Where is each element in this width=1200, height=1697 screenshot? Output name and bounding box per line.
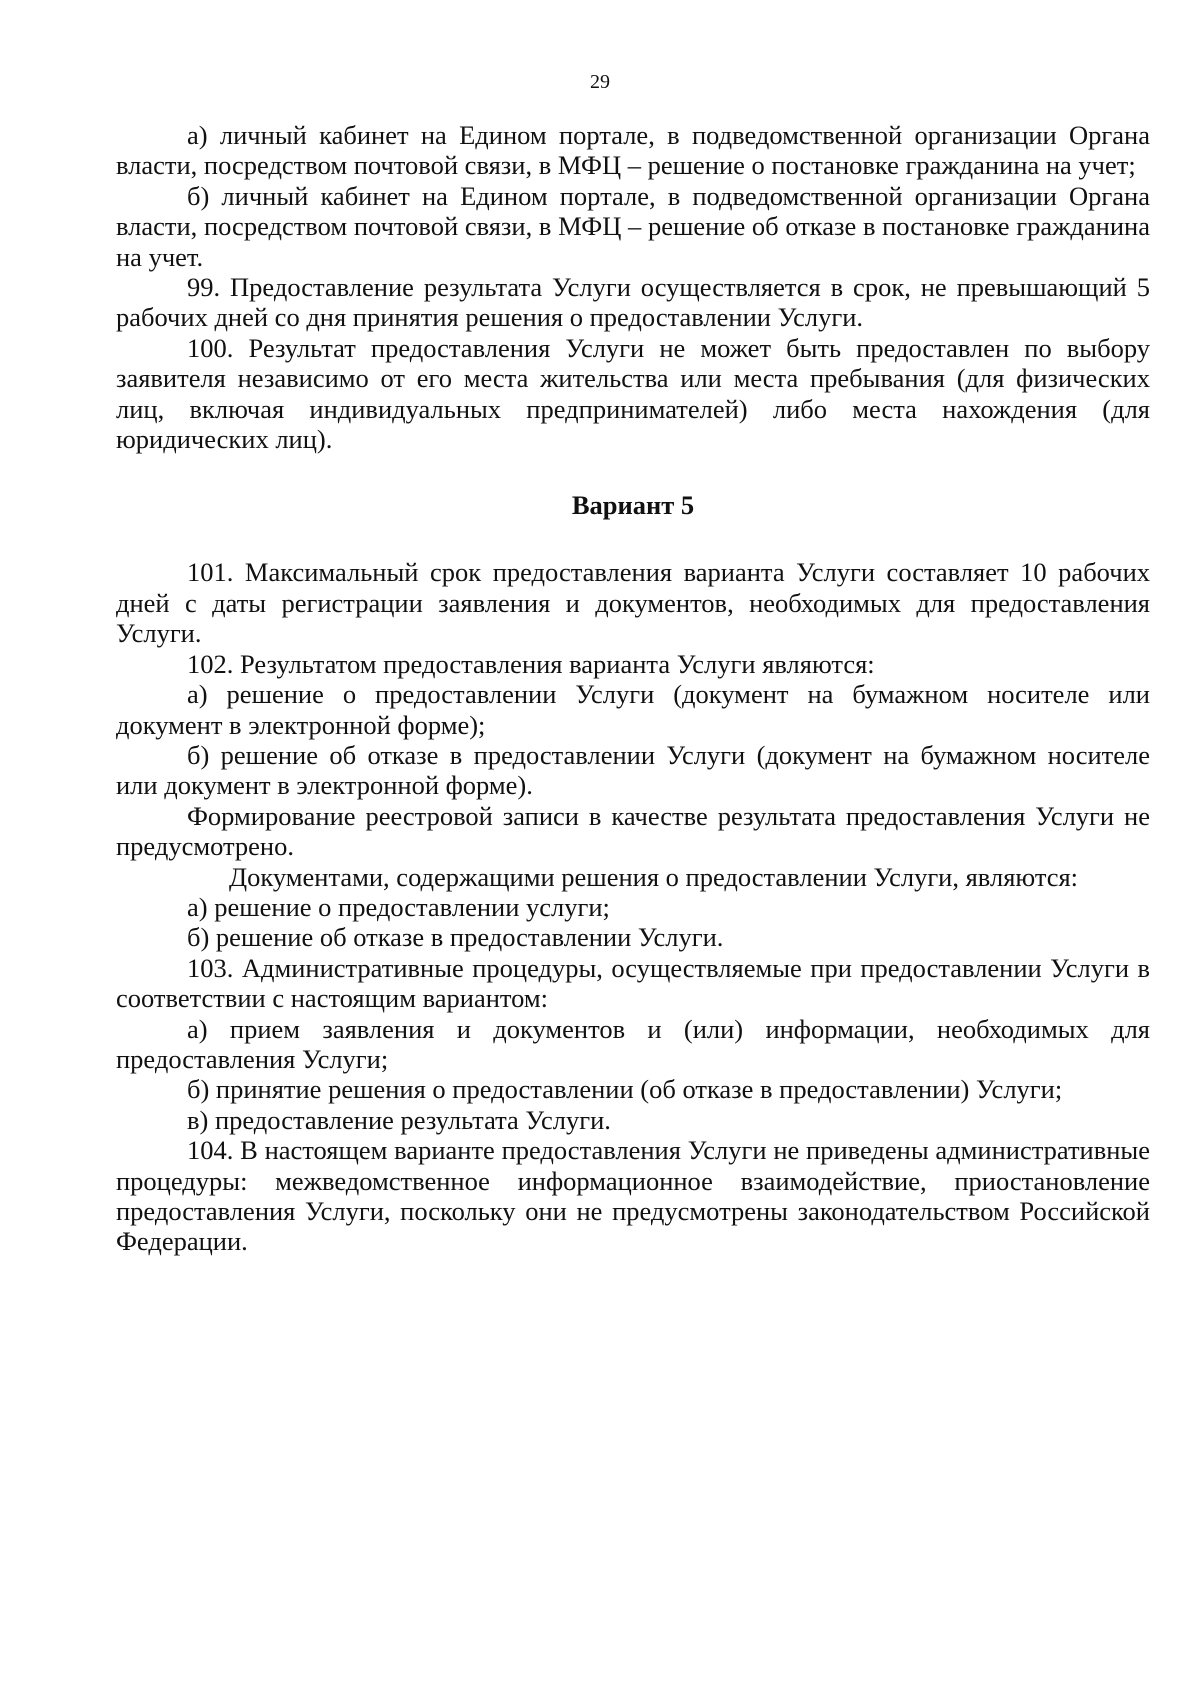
paragraph-103: 103. Административные процедуры, осуществляемые при предоставлении Услуги в соответствии с настоящим вариантом: (116, 952, 1150, 1014)
paragraph-102-b: б) решение об отказе в предоставлении Услуги (документ на бумажном носителе или документ в электронной форме). (116, 739, 1150, 801)
paragraph-102-a: а) решение о предоставлении Услуги (документ на бумажном носителе или документ в электронной форме); (116, 679, 1150, 740)
paragraph-registry-note: Формирование реестровой записи в качестве результата предоставления Услуги не предусмотрено. (116, 800, 1150, 862)
paragraph-103-b: б) принятие решения о предоставлении (об отказе в предоставлении) Услуги; (187, 1074, 1063, 1105)
document-body (116, 120, 1150, 1257)
paragraph-documents-b: б) решение об отказе в предоставлении Услуги. (187, 922, 724, 953)
paragraph-b-refusal: б) личный кабинет на Едином портале, в подведомственной организации Органа власти, посредством почтовой связи, в МФЦ – решение об отказе в постановке гражданина на учет. (116, 180, 1150, 272)
paragraph-101: 101. Максимальный срок предоставления варианта Услуги составляет 10 рабочих дней с даты регистрации заявления и документов, необходимых для предоставления Услуги. (116, 557, 1150, 649)
paragraph-104: 104. В настоящем варианте предоставления Услуги не приведены административные процедуры: межведомственное информационное взаимодействие, приостановление предоставления Услуги, поскольку они не предусмотрены законодательством Российской Федерации. (116, 1135, 1150, 1257)
section-heading: Вариант 5 (571, 490, 695, 521)
paragraph-102: 102. Результатом предоставления варианта Услуги являются: (187, 648, 875, 679)
page-number: 29 (590, 71, 610, 93)
paragraph-documents-a: а) решение о предоставлении услуги; (187, 891, 610, 922)
paragraph-103-a: а) прием заявления и документов и (или) информации, необходимых для предоставления Услуги; (116, 1013, 1150, 1074)
paragraph-a-registration: а) личный кабинет на Едином портале, в подведомственной организации Органа власти, посредством почтовой связи, в МФЦ – решение о постановке гражданина на учет; (116, 120, 1150, 181)
paragraph-100: 100. Результат предоставления Услуги не может быть предоставлен по выбору заявителя независимо от его места жительства или места пребывания (для физических лиц, включая индивидуальных предпринимателей) либо места нахождения (для юридических лиц). (116, 332, 1150, 455)
paragraph-99: 99. Предоставление результата Услуги осуществляется в срок, не превышающий 5 рабочих дней со дня принятия решения о предоставлении Услуги. (116, 272, 1150, 333)
paragraph-103-c: в) предоставление результата Услуги. (187, 1104, 611, 1135)
paragraph-documents-intro: Документами, содержащими решения о предоставлении Услуги, являются: (229, 861, 1079, 892)
